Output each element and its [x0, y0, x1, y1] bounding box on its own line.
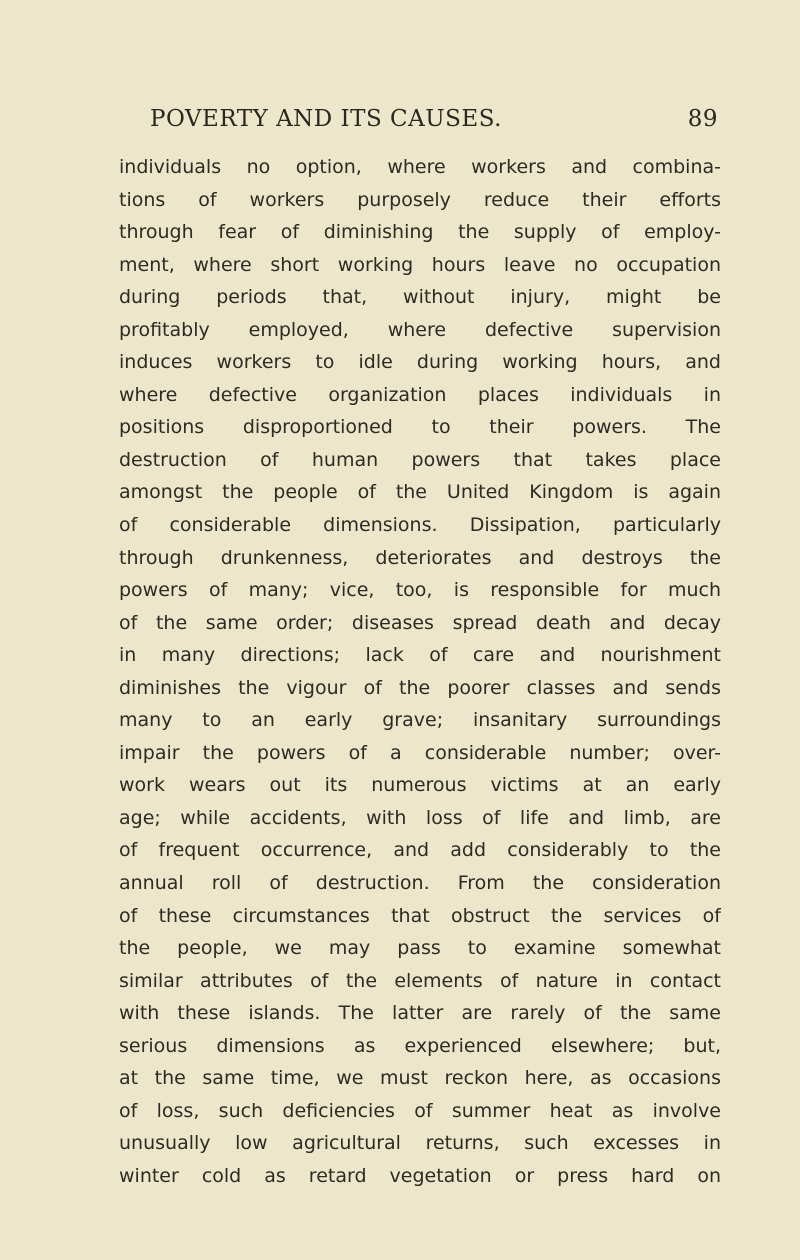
text-line: impair the powers of a considerable number; over-	[119, 741, 721, 764]
text-line: serious dimensions as experienced elsewhere; but,	[119, 1034, 721, 1057]
text-line: winter cold as retard vegetation or press hard on	[119, 1164, 721, 1187]
text-line: individuals no option, where workers and combina-	[119, 156, 721, 178]
text-line: during periods that, without injury, might be	[119, 286, 721, 309]
text-line: ment, where short working hours leave no occupation	[119, 253, 721, 276]
text-line: similar attributes of the elements of nature in contact	[119, 969, 721, 992]
text-line: diminishes the vigour of the poorer classes and sends	[119, 676, 721, 699]
text-line: of considerable dimensions. Dissipation, particularly	[119, 514, 721, 537]
text-line: positions disproportioned to their powers. The	[119, 416, 721, 439]
text-line: tions of workers purposely reduce their efforts	[119, 188, 721, 211]
text-line: powers of many; vice, too, is responsible for much	[119, 579, 721, 602]
text-line: through drunkenness, deteriorates and destroys the	[119, 546, 721, 569]
body-text	[119, 151, 721, 1193]
text-line: amongst the people of the United Kingdom is again	[119, 481, 721, 504]
running-title: POVERTY AND ITS CAUSES.	[150, 106, 502, 132]
text-line: of these circumstances that obstruct the services of	[119, 904, 721, 927]
text-line: work wears out its numerous victims at an early	[119, 774, 721, 797]
text-line: with these islands. The latter are rarely of the same	[119, 1002, 721, 1025]
text-line: annual roll of destruction. From the consideration	[119, 872, 721, 895]
text-line: many to an early grave; insanitary surroundings	[119, 709, 721, 732]
text-line: unusually low agricultural returns, such excesses in	[119, 1132, 721, 1155]
running-head	[150, 106, 718, 140]
text-line: age; while accidents, with loss of life and limb, are	[119, 806, 721, 829]
text-line: the people, we may pass to examine somewhat	[119, 937, 721, 960]
text-line: at the same time, we must reckon here, as occasions	[119, 1067, 721, 1090]
text-line: in many directions; lack of care and nourishment	[119, 644, 721, 667]
text-line: of frequent occurrence, and add considerably to the	[119, 839, 721, 862]
text-line: profitably employed, where defective supervision	[119, 318, 721, 341]
text-line: where defective organization places individuals in	[119, 383, 721, 406]
text-line: through fear of diminishing the supply of employ-	[119, 221, 721, 244]
text-line: of loss, such deficiencies of summer heat as involve	[119, 1099, 721, 1122]
page-number: 89	[687, 106, 718, 132]
text-line: induces workers to idle during working hours, and	[119, 351, 721, 374]
text-line: of the same order; diseases spread death and decay	[119, 611, 721, 634]
text-line: destruction of human powers that takes place	[119, 448, 721, 471]
